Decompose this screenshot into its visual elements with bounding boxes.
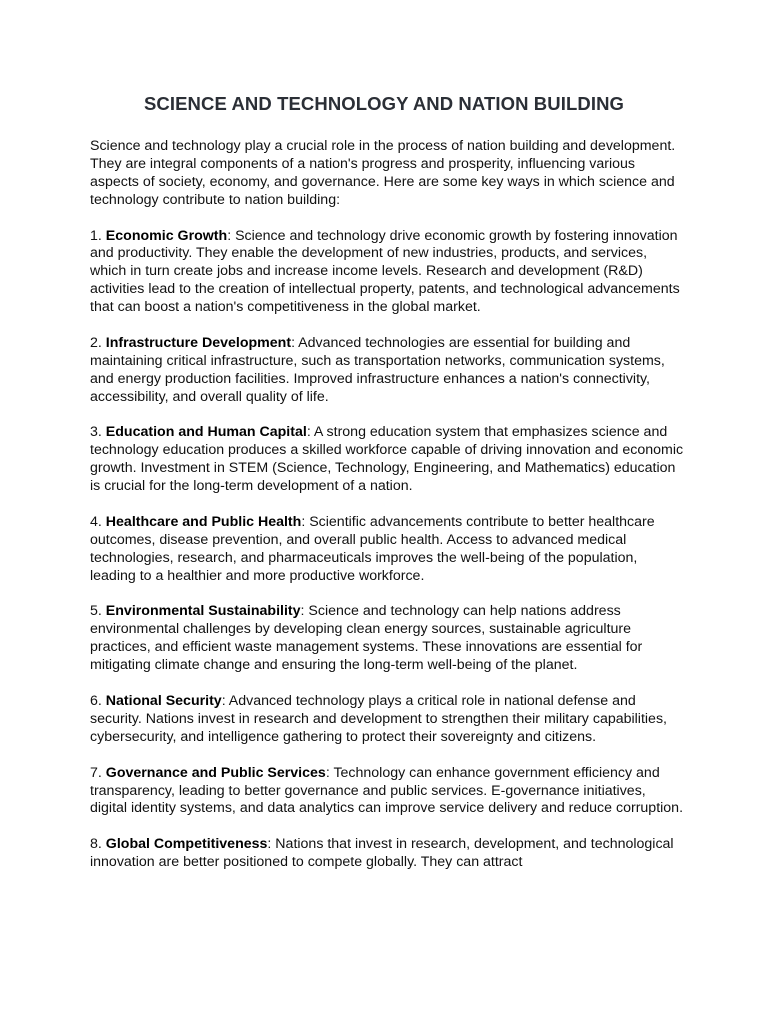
point-healthcare-public-health — [90, 514, 686, 586]
point-heading: Healthcare and Public Health — [105, 513, 302, 530]
point-text: : Science and technology can help nations address environmental challenges by developing clean energy sources, sustainable agriculture practices, and efficient waste management systems. These innovations are essential for mitigating climate change and ensuring the long-term well-being of the planet. — [90, 603, 643, 674]
document-body — [90, 138, 686, 890]
point-heading: National Security — [105, 693, 222, 709]
point-number: 6. — [90, 693, 102, 709]
point-infrastructure-development — [90, 335, 686, 407]
point-text: : Nations that invest in research, development, and technological innovation are better positioned to compete globally. They can attract — [90, 836, 674, 871]
point-heading: Infrastructure Development — [105, 334, 292, 351]
intro-paragraph: Science and technology play a crucial role in the process of nation building and development. They are integral components of a nation's progress and prosperity, influencing various aspects of society, economy, and governance. Here are some key ways in which science and technology contribute to nation building: — [90, 138, 676, 208]
point-text: : A strong education system that emphasizes science and technology education produces a skilled workforce capable of driving innovation and economic growth. Investment in STEM (Science, Technology, Engineering, and Mathematics) education is crucial for the long-term development of a nation. — [90, 424, 684, 495]
point-number: 8. — [90, 836, 102, 853]
point-national-security — [90, 693, 686, 747]
point-number: 2. — [90, 334, 102, 351]
point-number: 1. — [90, 227, 102, 244]
point-text: : Science and technology drive economic growth by fostering innovation and productivity. They enable the development of new industries, products, and services, which in turn create jobs and increase income levels. Research and development (R&D) activities lead to the creation of intellectual property, patents, and technological advancements that can boost a nation's competitiveness in the global market. — [90, 227, 680, 316]
point-global-competitiveness — [90, 836, 686, 872]
point-heading: Governance and Public Services — [105, 764, 326, 781]
point-governance-public-services — [90, 765, 686, 819]
point-heading: Environmental Sustainability — [105, 603, 301, 620]
point-environmental-sustainability — [90, 603, 686, 675]
point-text: : Technology can enhance government efficiency and transparency, leading to better governance and public services. E-governance initiatives, digital identity systems, and data analytics can improve service delivery and reduce corruption. — [90, 764, 684, 817]
point-text: : Advanced technologies are essential for building and maintaining critical infrastructure, such as transportation networks, communication systems, and energy production facilities. Improved infrastructure enhances a nation's connectivity, accessibility, and overall quality of life. — [90, 334, 665, 405]
point-number: 4. — [90, 513, 102, 530]
point-number: 7. — [90, 764, 102, 781]
point-education-human-capital — [90, 424, 686, 496]
point-number: 5. — [90, 603, 102, 620]
point-heading: Economic Growth — [105, 227, 228, 244]
point-text: : Scientific advancements contribute to better healthcare outcomes, disease prevention, and overall public health. Access to advanced medical technologies, research, and pharmaceuticals improves the well-being of the population, leading to a healthier and more productive workforce. — [90, 513, 655, 584]
document-title: SCIENCE AND TECHNOLOGY AND NATION BUILDING — [143, 93, 625, 114]
point-economic-growth — [90, 228, 686, 318]
point-heading: Education and Human Capital — [105, 424, 307, 441]
point-text: : Advanced technology plays a critical role in national defense and security. Nations invest in research and development to strengthen their military capabilities, cybersecurity, and intelligence gathering to protect their sovereignty and citizens. — [90, 693, 667, 745]
point-number: 3. — [90, 424, 102, 441]
point-heading: Global Competitiveness — [105, 836, 268, 853]
